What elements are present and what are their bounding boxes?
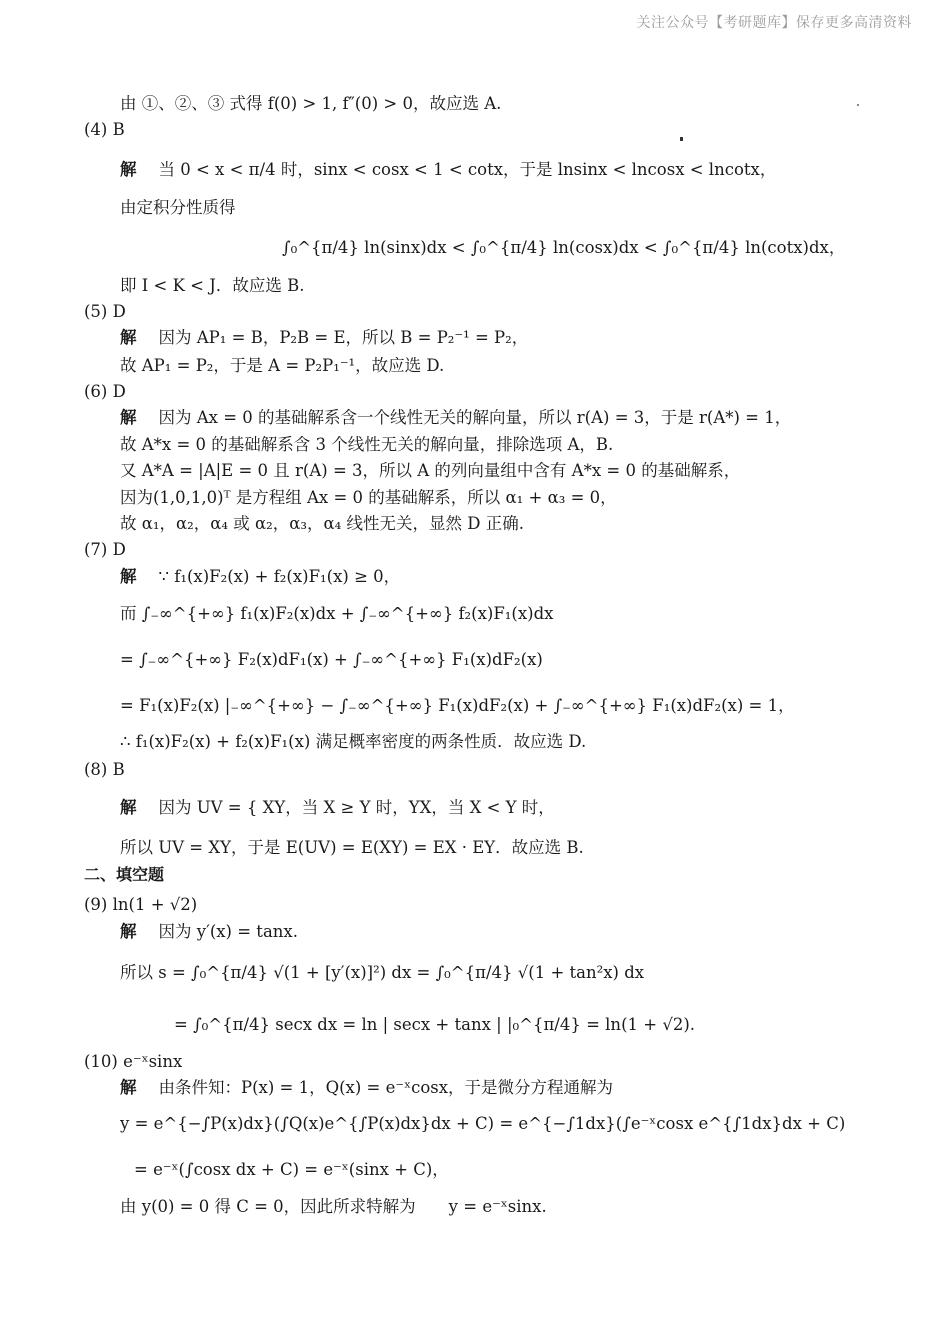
solution-line: 即 I < K < J．故应选 B.	[120, 276, 305, 295]
solution-line: 解 当 0 < x < π/4 时，sinx < cosx < 1 < cotx，于是 lnsinx < lncosx < lncotx，	[120, 160, 777, 179]
solution-line: 由 ①、②、③ 式得 f(0) > 1, f″(0) > 0，故应选 A.	[120, 94, 502, 113]
scan-speck	[857, 104, 859, 106]
solution-line: 所以 s = ∫₀^{π/4} √(1 + [y′(x)]²) dx = ∫₀^{π/4} √(1 + tan²x) dx	[120, 963, 645, 982]
solution-label: 解	[120, 922, 137, 941]
solution-line: 解 因为 UV = { XY，当 X ≥ Y 时，YX，当 X < Y 时，	[120, 798, 555, 817]
display-formula: ∫₀^{π/4} ln(sinx)dx < ∫₀^{π/4} ln(cosx)dx < ∫₀^{π/4} ln(cotx)dx，	[282, 238, 846, 257]
solution-line: 又 A*A = |A|E = 0 且 r(A) = 3，所以 A 的列向量组中含有 A*x = 0 的基础解系，	[120, 461, 741, 480]
solution-line: 故 α₁，α₂，α₄ 或 α₂，α₃，α₄ 线性无关，显然 D 正确.	[120, 514, 524, 533]
answer-label: (9) ln(1 + √2)	[84, 895, 198, 914]
solution-line: 因为(1,0,1,0)ᵀ 是方程组 Ax = 0 的基础解系，所以 α₁ + α₃ = 0，	[120, 488, 617, 507]
solution-line: = F₁(x)F₂(x) |₋∞^{+∞} − ∫₋∞^{+∞} F₁(x)dF₂(x) + ∫₋∞^{+∞} F₁(x)dF₂(x) = 1，	[120, 696, 795, 715]
solution-line: 故 A*x = 0 的基础解系含 3 个线性无关的解向量，排除选项 A，B.	[120, 435, 614, 454]
solution-label: 解	[120, 160, 137, 179]
answer-label: (4) B	[84, 120, 125, 139]
solution-line: 所以 UV = XY，于是 E(UV) = E(XY) = EX · EY．故应选 B.	[120, 838, 584, 857]
solution-line: 解 因为 y′(x) = tanx.	[120, 922, 298, 941]
solution-label: 解	[120, 408, 137, 427]
solution-line: ∴ f₁(x)F₂(x) + f₂(x)F₁(x) 满足概率密度的两条性质．故应选 D.	[120, 732, 587, 751]
answer-label: (6) D	[84, 382, 126, 401]
solution-line: 由定积分性质得	[120, 198, 236, 217]
solution-line: 解 由条件知：P(x) = 1，Q(x) = e⁻ˣcosx，于是微分方程通解为	[120, 1078, 614, 1097]
answer-label: (7) D	[84, 540, 126, 559]
solution-line: = ∫₋∞^{+∞} F₂(x)dF₁(x) + ∫₋∞^{+∞} F₁(x)dF₂(x)	[120, 650, 543, 669]
answer-label: (8) B	[84, 760, 125, 779]
solution-line: = e⁻ˣ(∫cosx dx + C) = e⁻ˣ(sinx + C)，	[134, 1160, 449, 1179]
solution-line: 由 y(0) = 0 得 C = 0，因此所求特解为 y = e⁻ˣsinx.	[120, 1197, 547, 1216]
solution-line: 故 AP₁ = P₂，于是 A = P₂P₁⁻¹，故应选 D.	[120, 356, 445, 375]
section-title: 二、填空题	[84, 865, 165, 884]
answer-label: (10) e⁻ˣsinx	[84, 1052, 183, 1071]
solution-line: y = e^{−∫P(x)dx}(∫Q(x)e^{∫P(x)dx}dx + C) = e^{−∫1dx}(∫e⁻ˣcosx e^{∫1dx}dx + C)	[120, 1114, 846, 1133]
solution-label: 解	[120, 328, 137, 347]
solution-label: 解	[120, 1078, 137, 1097]
solution-line: 解 因为 AP₁ = B，P₂B = E，所以 B = P₂⁻¹ = P₂，	[120, 328, 529, 347]
watermark: 关注公众号【考研题库】保存更多高清资料	[636, 15, 912, 31]
scan-speck	[680, 137, 683, 141]
solution-label: 解	[120, 798, 137, 817]
solution-line: 解 因为 Ax = 0 的基础解系含一个线性无关的解向量，所以 r(A) = 3，于是 r(A*) = 1，	[120, 408, 792, 427]
solution-line: = ∫₀^{π/4} secx dx = ln | secx + tanx | |₀^{π/4} = ln(1 + √2).	[174, 1015, 696, 1034]
solution-label: 解	[120, 567, 137, 586]
solution-line: 而 ∫₋∞^{+∞} f₁(x)F₂(x)dx + ∫₋∞^{+∞} f₂(x)F₁(x)dx	[120, 604, 554, 623]
solution-line: 解 ∵ f₁(x)F₂(x) + f₂(x)F₁(x) ≥ 0，	[120, 567, 401, 586]
answer-label: (5) D	[84, 302, 126, 321]
